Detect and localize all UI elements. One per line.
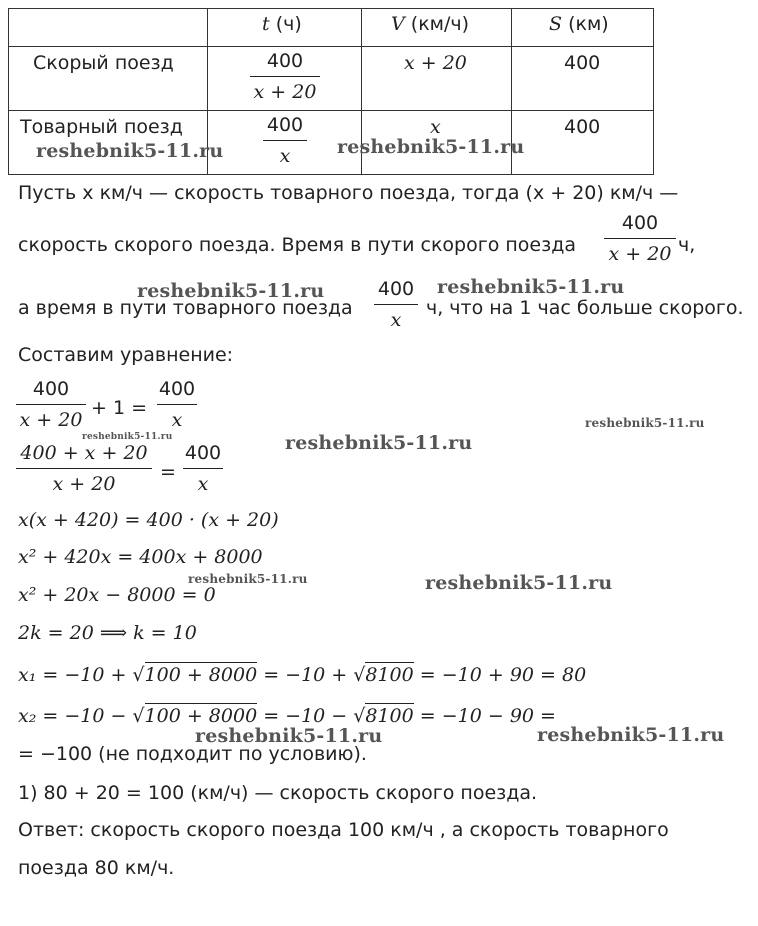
watermark: reshebnik5-11.ru: [337, 136, 525, 158]
row-label-express: Скорый поезд: [33, 52, 174, 74]
row-label-freight: Товарный поезд: [20, 116, 183, 138]
solution-step-1: 1) 80 + 20 = 100 (км/ч) — скорость скорого поезда.: [18, 782, 538, 804]
equation-6: 2k = 20 ⟹ k = 10: [18, 622, 197, 644]
answer-line-1: Ответ: скорость скорого поезда 100 км/ч , а скорость товарного: [18, 819, 669, 841]
paragraph-line-2: скорость скорого поезда. Время в пути скорого поезда: [18, 234, 577, 256]
watermark: reshebnik5-11.ru: [285, 432, 473, 454]
compose-heading: Составим уравнение:: [18, 344, 234, 366]
paragraph-fraction-2: 400 x: [374, 280, 418, 330]
express-speed: x + 20: [404, 52, 467, 74]
header-distance: S (км): [549, 13, 609, 35]
equation-7: x₁ = −10 + √100 + 8000 = −10 + √8100 = −10 + 90 = 80: [18, 664, 587, 686]
equation-3: x(x + 420) = 400 · (x + 20): [18, 509, 279, 531]
paragraph-line-1: Пусть x км/ч — скорость товарного поезда, тогда (x + 20) км/ч —: [18, 182, 679, 204]
freight-speed: x: [430, 116, 441, 138]
paragraph-line-2-end: ч,: [678, 234, 696, 256]
watermark: reshebnik5-11.ru: [425, 572, 613, 594]
watermark: reshebnik5-11.ru: [137, 280, 325, 302]
paragraph-fraction-1: 400 x + 20: [604, 214, 676, 264]
watermark: reshebnik5-11.ru: [437, 276, 625, 298]
watermark: reshebnik5-11.ru: [537, 724, 725, 746]
equation-5: x² + 20x − 8000 = 0: [18, 584, 216, 606]
watermark: reshebnik5-11.ru: [36, 140, 224, 162]
watermark: reshebnik5-11.ru: [82, 432, 173, 442]
watermark: reshebnik5-11.ru: [195, 725, 383, 747]
answer-line-2: поезда 80 км/ч.: [18, 857, 175, 879]
equation-4: x² + 420x = 400x + 8000: [18, 546, 263, 568]
paragraph-line-3-end: ч, что на 1 час больше скорого.: [426, 297, 744, 319]
express-time-fraction: 400 x + 20: [250, 52, 320, 102]
express-distance: 400: [564, 52, 601, 74]
equation-8: x₂ = −10 − √100 + 8000 = −10 − √8100 = −10 − 90 =: [18, 705, 556, 727]
watermark: reshebnik5-11.ru: [188, 572, 308, 586]
equation-9: = −100 (не подходит по условию).: [18, 743, 367, 765]
freight-distance: 400: [564, 116, 601, 138]
freight-time-fraction: 400 x: [263, 116, 307, 166]
watermark: reshebnik5-11.ru: [585, 416, 705, 430]
header-time: t (ч): [262, 13, 302, 35]
header-speed: V (км/ч): [391, 13, 470, 35]
paragraph-line-3: а время в пути товарного поезда: [18, 297, 353, 319]
